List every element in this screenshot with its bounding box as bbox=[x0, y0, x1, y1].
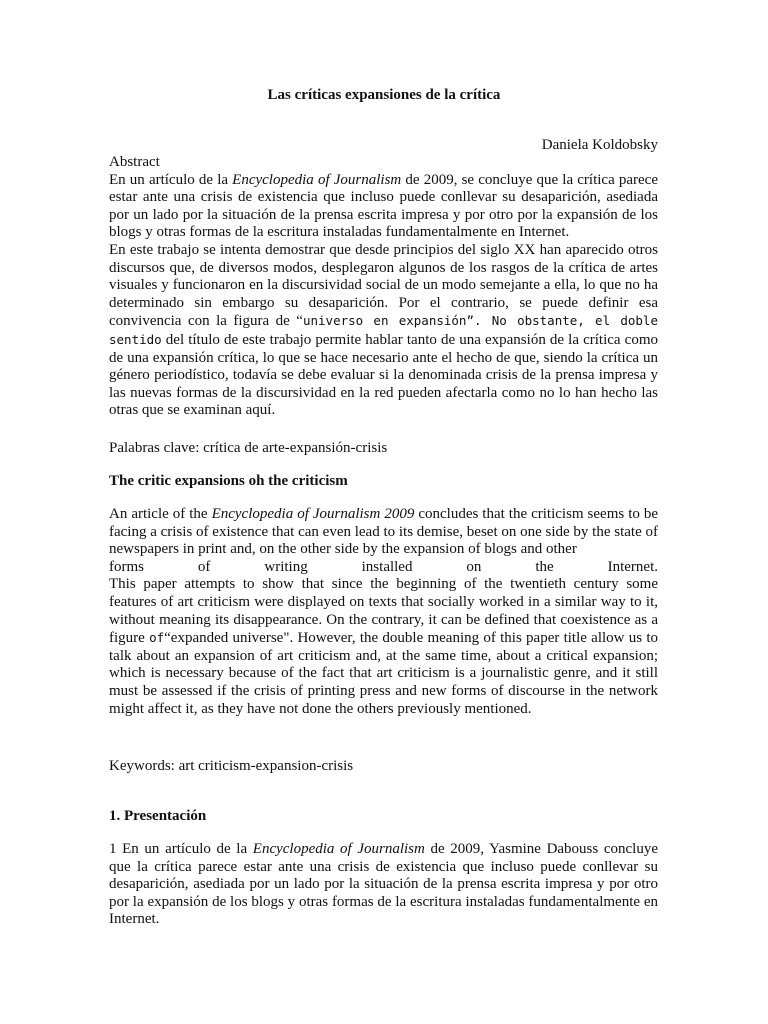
author-name: Daniela Koldobsky bbox=[541, 137, 658, 153]
section-heading: 1. Presentación bbox=[109, 808, 207, 824]
abstract-paragraph-2: En este trabajo se intenta demostrar que desde principios del siglo XX han aparecido otros discursos que, de diversos modos, desplegaron algunos de los rasgos de la crítica de artes visuales y funcionaron en la discursividad social de un modo semejante a ella, lo que no ha determinado sin embargo su desaparición. Por el contrario, se puede definir esa convivencia con la figura de “universo en expansión”. No obstante, el doble sentido del título de este trabajo permite hablar tanto de una expansión de la crítica como de una expansión crítica, lo que se hace necesario ante el hecho de que, siendo la crítica un género periodístico, todavía se debe evaluar si la denominada crisis de la prensa impresa y las nuevas formas de la discursividad en la red pueden afectarla como no lo han hecho las otras que se examinan aquí. bbox=[109, 241, 658, 419]
abstract-heading: Abstract bbox=[109, 154, 160, 170]
keywords-spanish: Palabras clave: crítica de arte-expansión-crisis bbox=[109, 440, 388, 456]
abstract-paragraph-1: En un artículo de la Encyclopedia of Journalism de 2009, se concluye que la crítica parece estar ante una crisis de existencia que incluso puede conllevar su desaparición, asediada por un lado por la situación de la prensa escrita impresa y por otro por la expansión de los blogs y otras formas de la escritura instaladas fundamentalmente en Internet. bbox=[109, 171, 658, 241]
english-paragraph-1: An article of the Encyclopedia of Journalism 2009 concludes that the criticism seems to be facing a crisis of existence that can even lead to its demise, beset on one side by the state of newspapers in print and, on the other side by the expansion of blogs and other bbox=[109, 506, 659, 558]
english-paragraph-2: This paper attempts to show that since the beginning of the twentieth century some features of art criticism were displayed on texts that socially worked in a similar way to it, without meaning its disappearance. On the contrary, it can be defined that coexistence as a figure of“expanded universe". However, the double meaning of this paper title allow us to talk about an expansion of art criticism and, at the same time, about a critical expansion; which is necessary because of the fact that art criticism is a journalistic genre, and it still must be assessed if the crisis of printing press and new forms of discourse in the network might affect it, as they have not done the others previously mentioned. bbox=[109, 576, 658, 717]
spanish-abstract bbox=[109, 154, 658, 420]
section-paragraph: 1 En un artículo de la Encyclopedia of Journalism de 2009, Yasmine Dabouss concluye que la crítica parece estar ante una crisis de existencia que incluso puede conllevar su desaparición, asediada por un lado por la situación de la prensa escrita impresa y por otro por la expansión de los blogs y otras formas de la escritura instaladas fundamentalmente en Internet. bbox=[109, 841, 659, 928]
english-title: The critic expansions oh the criticism bbox=[109, 473, 348, 489]
english-abstract bbox=[109, 506, 658, 718]
journal-title-italic: Encyclopedia of Journalism bbox=[232, 171, 402, 188]
english-paragraph-1-last-line: forms of writing installed on the Internet. bbox=[109, 558, 658, 575]
journal-title-italic: Encyclopedia of Journalism 2009 bbox=[211, 506, 415, 522]
document-title: Las críticas expansiones de la crítica bbox=[267, 87, 501, 103]
journal-title-italic: Encyclopedia of Journalism bbox=[252, 841, 425, 857]
monospace-fragment: of bbox=[149, 630, 165, 646]
keywords-english: Keywords: art criticism-expansion-crisis bbox=[109, 758, 354, 774]
monospace-fragment: universo en expansión”. No obstante, el doble sentido bbox=[109, 313, 658, 347]
